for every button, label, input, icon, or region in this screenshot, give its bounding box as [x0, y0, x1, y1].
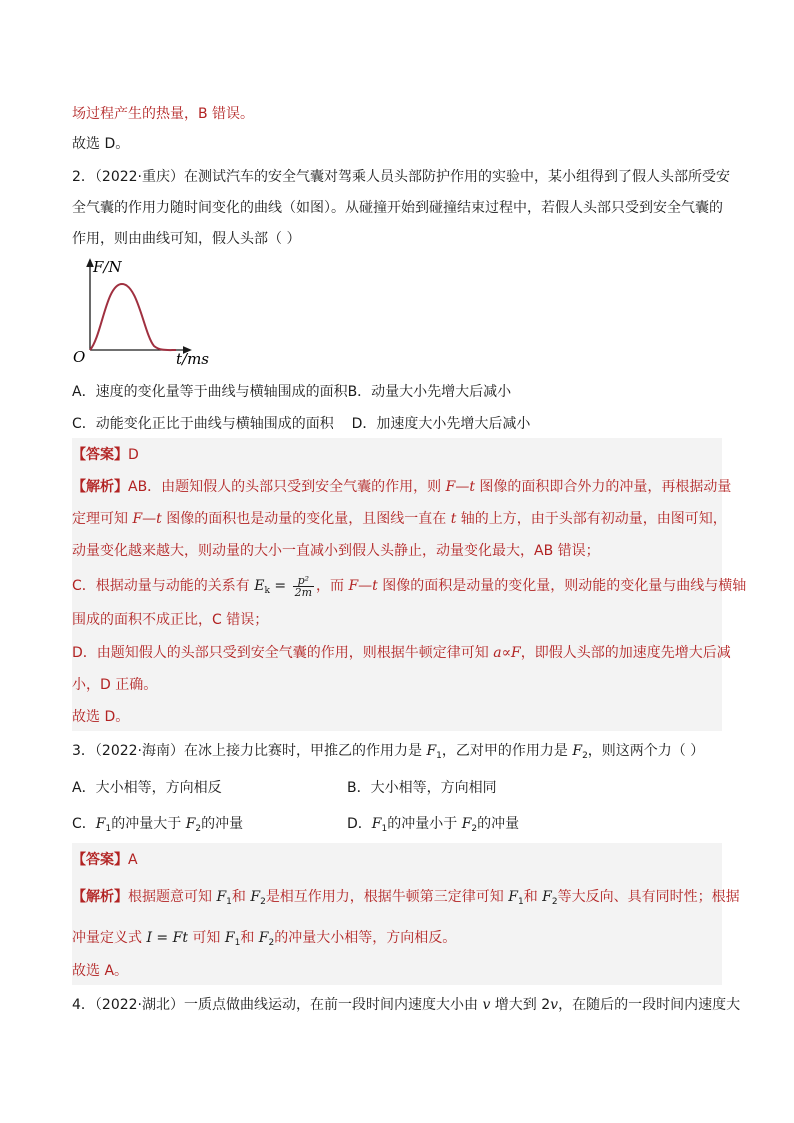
q3-answer-panel — [72, 843, 722, 985]
q3-option-b: B．大小相等，方向相同 — [347, 780, 497, 796]
q3-analysis-line-2: 冲量定义式 I = Ft 可知 $F_1$和 $F_2$的冲量大小相等，方向相反。 — [72, 930, 457, 948]
kinetic-energy-symbol: $E_k$ — [254, 578, 270, 596]
prev-analysis-line: 场过程产生的热量，B 错误。 — [72, 106, 255, 122]
q2-stem-line-3: 作用，则由曲线可知，假人头部（ ） — [72, 231, 301, 247]
y-axis-label: F/N — [93, 258, 122, 276]
q2-stem-line-2: 全气囊的作用力随时间变化的曲线（如图）。从碰撞开始到碰撞结束过程中，若假人头部只受到安全气囊的 — [72, 200, 723, 216]
q2-option-a: A．速度的变化量等于曲线与横轴围成的面积B．动量大小先增大后减小 — [72, 384, 512, 400]
q2-conclusion: 故选 D。 — [72, 709, 130, 725]
q3-conclusion: 故选 A。 — [72, 963, 129, 979]
q2-analysis-d-line-1: D．由题知假人的头部只受到安全气囊的作用，则根据牛顿定律可知 a∝F，即假人头部的加速度先增大后减 — [72, 645, 731, 661]
q2-analysis-line-2: 定理可知 F—t 图像的面积也是动量的变化量，且图线一直在 t 轴的上方，由于头部有初动量，由图可知， — [72, 511, 727, 527]
force-curve — [90, 284, 176, 350]
q3-option-c: C．$F_1$的冲量大于 $F_2$的冲量 — [72, 816, 244, 834]
q2-analysis-c-line-2: 围成的面积不成正比，C 错误； — [72, 612, 269, 628]
q2-option-b: B．动量大小先增大后减小 — [347, 384, 512, 400]
prev-conclusion: 故选 D。 — [72, 136, 130, 152]
q2-answer: 【答案】D — [72, 447, 139, 463]
q2-stem-line-1: 2．（2022·重庆）在测试汽车的安全气囊对驾乘人员头部防护作用的实验中，某小组得到了假人头部所受安 — [72, 169, 730, 185]
x-axis-label: t/ms — [176, 350, 210, 368]
q3-option-d: D．$F_1$的冲量小于 $F_2$的冲量 — [347, 816, 520, 834]
q3-option-a: A．大小相等，方向相反 — [72, 780, 222, 796]
q2-option-d: D．加速度大小先增大后减小 — [351, 416, 531, 432]
q3-analysis-line-1: 【解析】根据题意可知 $F_1$和 $F_2$是相互作用力，根据牛顿第三定律可知 $F_1$和 $F_2$等大反向、具有同时性；根据 — [72, 889, 740, 907]
q2-analysis-d-line-2: 小，D 正确。 — [72, 677, 158, 693]
q4-stem: 4．（2022·湖北）一质点做曲线运动，在前一段时间内速度大小由 v 增大到 2v，在随后的一段时间内速度大 — [72, 997, 741, 1013]
q2-analysis-line-3: 动量变化越来越大，则动量的大小一直减小到假人头静止，动量变化最大，AB 错误； — [72, 543, 600, 559]
origin-label: O — [73, 348, 86, 366]
kinetic-energy-fraction: $\frac{\text{p²}}{2m}$ — [294, 573, 313, 599]
q3-stem: 3．（2022·海南）在冰上接力比赛时，甲推乙的作用力是 $F_1$，乙对甲的作用力是 $F_2$，则这两个力（ ） — [72, 743, 705, 761]
q2-option-c: C．动能变化正比于曲线与横轴围成的面积 D．加速度大小先增大后减小 — [72, 416, 531, 432]
q2-analysis-c-line-1: C．根据动量与动能的关系有 $E_k$ = $\frac{\text{p²}}{2m}$ ，而 F—t 图像的面积是动量的变化量，则动能的变化量与曲线与横轴 — [72, 573, 747, 599]
q3-answer: 【答案】A — [72, 852, 138, 868]
q2-analysis-line-1: 【解析】AB．由题知假人的头部只受到安全气囊的作用，则 F—t 图像的面积即合外力的冲量，再根据动量 — [72, 479, 732, 495]
force-time-graph — [70, 256, 220, 368]
